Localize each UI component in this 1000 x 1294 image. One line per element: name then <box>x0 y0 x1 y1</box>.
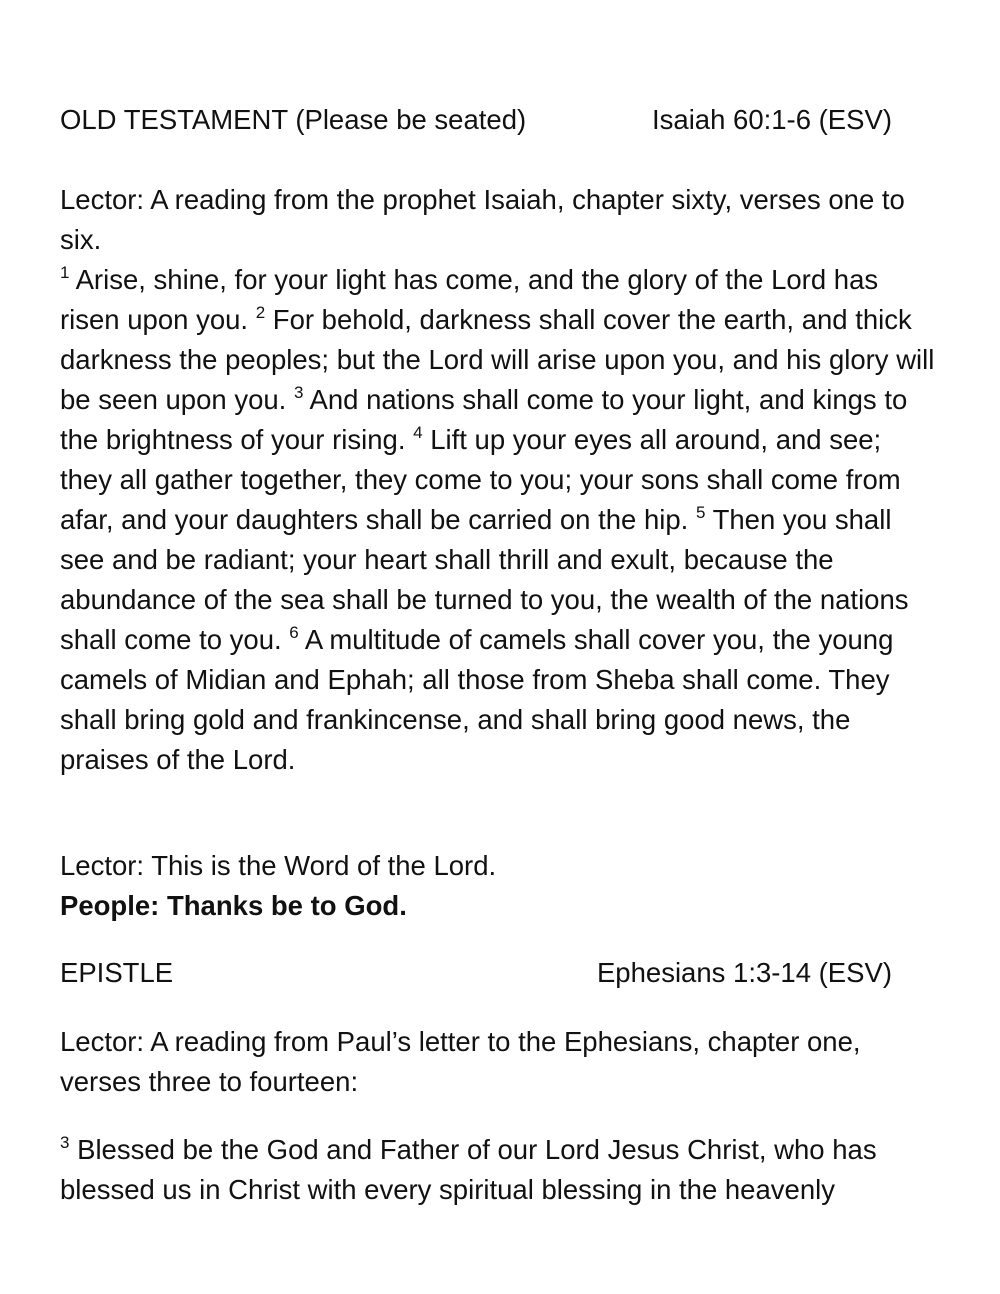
verse-number: 2 <box>255 303 266 322</box>
epistle-reading <box>60 1130 940 1210</box>
epistle-heading-row <box>60 953 940 993</box>
verse-number: 3 <box>293 383 304 402</box>
ot-reading-text <box>60 260 940 780</box>
verse-text: Then you shall see and be radiant; your heart shall thrill and exult, because the abundance of the sea shall be turned to you, the wealth of the nations shall come to you. <box>60 504 909 655</box>
verse-text: Blessed be the God and Father of our Lord Jesus Christ, who has blessed us in Christ with every spiritual blessing in the heavenly <box>60 1134 877 1205</box>
verse-text: A multitude of camels shall cover you, the young camels of Midian and Ephah; all those from Sheba shall come. They shall bring gold and frankincense, and shall bring good news, the praises of the Lord. <box>60 624 894 775</box>
ot-heading: OLD TESTAMENT (Please be seated) <box>60 104 527 135</box>
verse-number: 1 <box>60 263 70 282</box>
verse-number: 6 <box>289 623 299 642</box>
epistle-reading-text <box>60 1130 940 1210</box>
epistle-reference: Ephesians 1:3-14 (ESV) <box>596 957 892 988</box>
ot-lector-closing: Lector: This is the Word of the Lord. <box>60 850 497 881</box>
ot-people-response: People: Thanks be to God. <box>60 890 407 921</box>
verse-text: Lift up your eyes all around, and see; they all gather together, they come to you; your sons shall come from afar, and your daughters shall be carried on the hip. <box>60 424 901 535</box>
verse-number: 5 <box>695 503 706 522</box>
ot-lector-intro-text: Lector: A reading from the prophet Isaiah, chapter sixty, verses one to six. <box>60 184 905 255</box>
epistle-lector-intro <box>60 1022 940 1102</box>
verse-number: 4 <box>413 423 423 442</box>
ot-heading-row <box>60 100 940 140</box>
verse-text: For behold, darkness shall cover the earth, and thick darkness the peoples; but the Lord will arise upon you, and his glory will be seen upon you. <box>60 304 935 415</box>
ot-reading <box>60 260 940 780</box>
verse-text: And nations shall come to your light, and kings to the brightness of your rising. <box>60 384 908 455</box>
epistle-lector-intro-text: Lector: A reading from Paul’s letter to the Ephesians, chapter one, verses three to fourteen: <box>60 1026 861 1097</box>
ot-reference: Isaiah 60:1-6 (ESV) <box>652 104 892 135</box>
epistle-heading: EPISTLE <box>60 957 174 988</box>
verse-number: 3 <box>60 1133 70 1152</box>
ot-response <box>60 846 940 926</box>
ot-lector-intro <box>60 180 940 260</box>
verse-text: Arise, shine, for your light has come, and the glory of the Lord has risen upon you. <box>60 264 879 335</box>
